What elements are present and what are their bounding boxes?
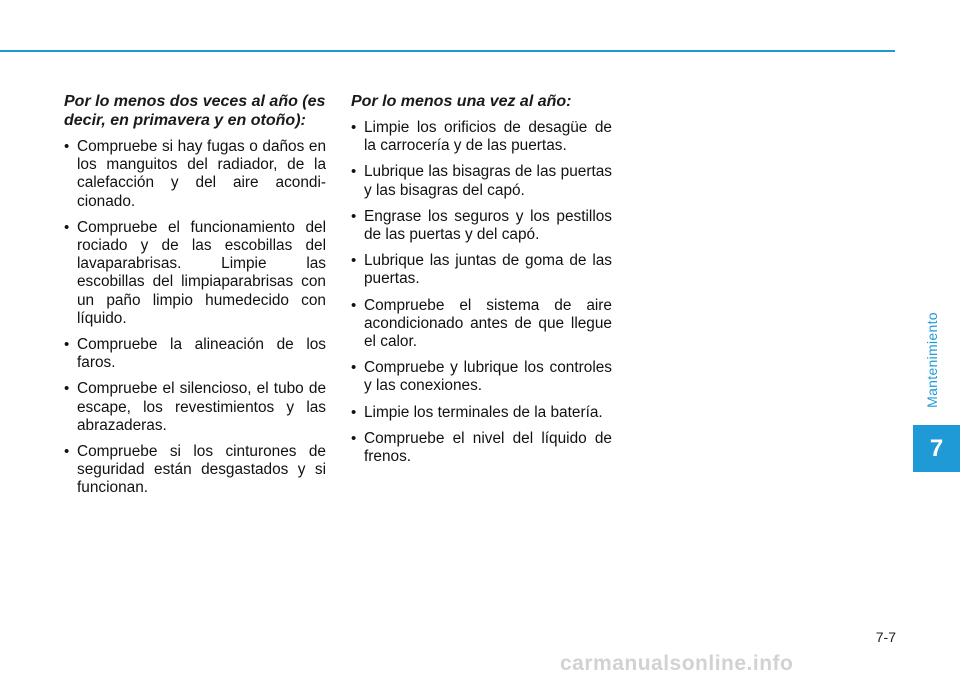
list-item: • Compruebe el funcionamiento del rociado y de las escobillas del lavaparabrisas. Limpie las escobillas del limpiaparabrisas con un paño limpio humedecido con líquido. bbox=[64, 219, 326, 328]
list-item: • Compruebe la alineación de los faros. bbox=[64, 336, 326, 372]
page-number: 7-7 bbox=[875, 629, 896, 645]
list-item: • Engrase los seguros y los pestillos de las puertas y del capó. bbox=[351, 208, 612, 244]
section-heading-yearly: Por lo menos una vez al año: bbox=[351, 93, 572, 110]
list-item: • Compruebe el sistema de aire acondicionado antes de que llegue el calor. bbox=[351, 297, 612, 352]
list-item: • Lubrique las bisagras de las puertas y las bisagras del capó. bbox=[351, 163, 612, 199]
list-item: • Lubrique las juntas de goma de las puertas. bbox=[351, 252, 612, 288]
header-rule bbox=[0, 50, 895, 52]
list-item: • Compruebe el nivel del líquido de frenos. bbox=[351, 430, 612, 466]
checklist-twice-yearly bbox=[64, 138, 326, 498]
chapter-title: Mantenimiento bbox=[924, 312, 941, 408]
list-item: • Limpie los orificios de desagüe de la carrocería y de las puertas. bbox=[351, 119, 612, 155]
left-column bbox=[64, 92, 326, 506]
list-item: • Compruebe si hay fugas o daños en los manguitos del radiador, de la calefacción y del aire acondi- cionado. bbox=[64, 138, 326, 211]
chapter-tab: 7 bbox=[913, 425, 960, 472]
checklist-yearly bbox=[351, 119, 612, 466]
section-heading-twice-yearly: Por lo menos dos veces al año (es decir, en primavera y en otoño): bbox=[64, 93, 326, 129]
chapter-side-label bbox=[918, 300, 946, 420]
list-item: • Compruebe y lubrique los controles y las conexiones. bbox=[351, 359, 612, 395]
right-column bbox=[351, 92, 612, 474]
watermark: carmanualsonline.info bbox=[560, 652, 794, 674]
list-item: • Compruebe el silencioso, el tubo de escape, los revestimientos y las abrazaderas. bbox=[64, 380, 326, 435]
list-item: • Compruebe si los cinturones de seguridad están desgastados y si funcionan. bbox=[64, 443, 326, 498]
list-item: • Limpie los terminales de la batería. bbox=[351, 404, 612, 422]
